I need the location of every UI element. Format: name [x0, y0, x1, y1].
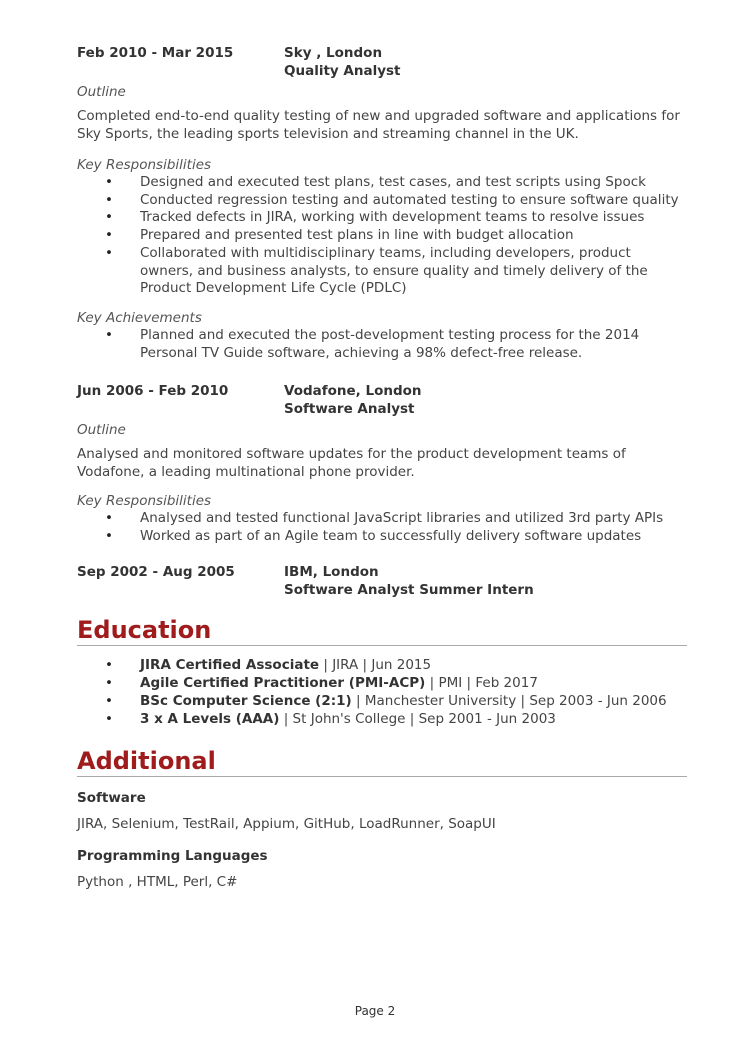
responsibilities-label: Key Responsibilities	[77, 493, 212, 510]
list-item: • Designed and executed test plans, test cases, and test scripts using Spock	[77, 174, 687, 192]
job-dates: Sep 2002 - Aug 2005	[77, 563, 235, 580]
education-list	[77, 656, 687, 728]
software-label: Software	[77, 789, 146, 806]
achievements-label: Key Achievements	[77, 309, 202, 326]
education-heading: Education	[77, 615, 687, 646]
job-dates: Jun 2006 - Feb 2010	[77, 383, 229, 400]
list-item: • Conducted regression testing and automated testing to ensure software quality	[77, 192, 687, 210]
list-item: • Prepared and presented test plans in line with budget allocation	[77, 227, 687, 245]
job-dates: Feb 2010 - Mar 2015	[77, 45, 234, 61]
education-item	[77, 710, 687, 728]
job-role: Software Analyst	[284, 401, 415, 418]
job-company: Sky , London	[284, 45, 383, 61]
outline-label: Outline	[77, 422, 126, 439]
responsibilities-list	[77, 510, 687, 545]
education-item	[77, 692, 687, 710]
job-title-block	[284, 44, 401, 80]
job-role: Software Analyst Summer Intern	[284, 581, 534, 598]
job-entry	[77, 44, 687, 362]
job-title-block	[284, 563, 534, 599]
education-item	[77, 674, 687, 692]
list-item: • Analysed and tested functional JavaScript libraries and utilized 3rd party APIs	[77, 510, 687, 528]
education-name: Agile Certified Practitioner (PMI-ACP)	[140, 674, 426, 691]
list-item: • Worked as part of an Agile team to successfully delivery software updates	[77, 528, 687, 546]
responsibilities-list	[77, 174, 687, 298]
job-company: IBM, London	[284, 563, 379, 580]
education-item	[77, 656, 687, 674]
outline-text: Completed end-to-end quality testing of new and upgraded software and applications for Sky Sports, the leading sports television and streaming channel in the UK.	[77, 108, 680, 142]
additional-heading: Additional	[77, 746, 687, 777]
list-item: • Collaborated with multidisciplinary teams, including developers, product owners, and business analysts, to ensure quality and timely delivery of the Product Development Life Cycle (PDLC)	[77, 245, 687, 298]
languages-label: Programming Languages	[77, 847, 268, 864]
achievements-list	[77, 327, 687, 362]
education-detail: | JIRA | Jun 2015	[319, 656, 432, 673]
outline-text: Analysed and monitored software updates for the product development teams of Vodafone, a leading multinational phone provider.	[77, 446, 626, 481]
job-role: Quality Analyst	[284, 63, 401, 79]
page-number: Page 2	[354, 1004, 396, 1018]
job-title-block	[284, 382, 422, 418]
software-list: JIRA, Selenium, TestRail, Appium, GitHub, LoadRunner, SoapUI	[77, 815, 496, 832]
job-company: Vodafone, London	[284, 383, 422, 400]
outline-label: Outline	[77, 84, 126, 100]
job-header	[77, 44, 687, 80]
job-header	[77, 563, 687, 599]
job-entry	[77, 563, 687, 599]
resume-content	[77, 44, 687, 891]
education-detail: | Manchester University | Sep 2003 - Jun 2006	[351, 692, 667, 709]
job-entry	[77, 382, 687, 545]
job-header	[77, 382, 687, 418]
education-detail: | St John's College | Sep 2001 - Jun 2003	[279, 710, 556, 727]
list-item: • Tracked defects in JIRA, working with development teams to resolve issues	[77, 209, 687, 227]
education-name: 3 x A Levels (AAA)	[140, 710, 280, 727]
list-item: • Planned and executed the post-development testing process for the 2014 Personal TV Guide software, achieving a 98% defect-free release.	[77, 327, 687, 362]
education-detail: | PMI | Feb 2017	[425, 674, 538, 691]
responsibilities-label: Key Responsibilities	[77, 157, 212, 173]
languages-list: Python , HTML, Perl, C#	[77, 873, 238, 890]
education-name: BSc Computer Science (2:1)	[140, 692, 352, 709]
education-name: JIRA Certified Associate	[140, 656, 320, 673]
